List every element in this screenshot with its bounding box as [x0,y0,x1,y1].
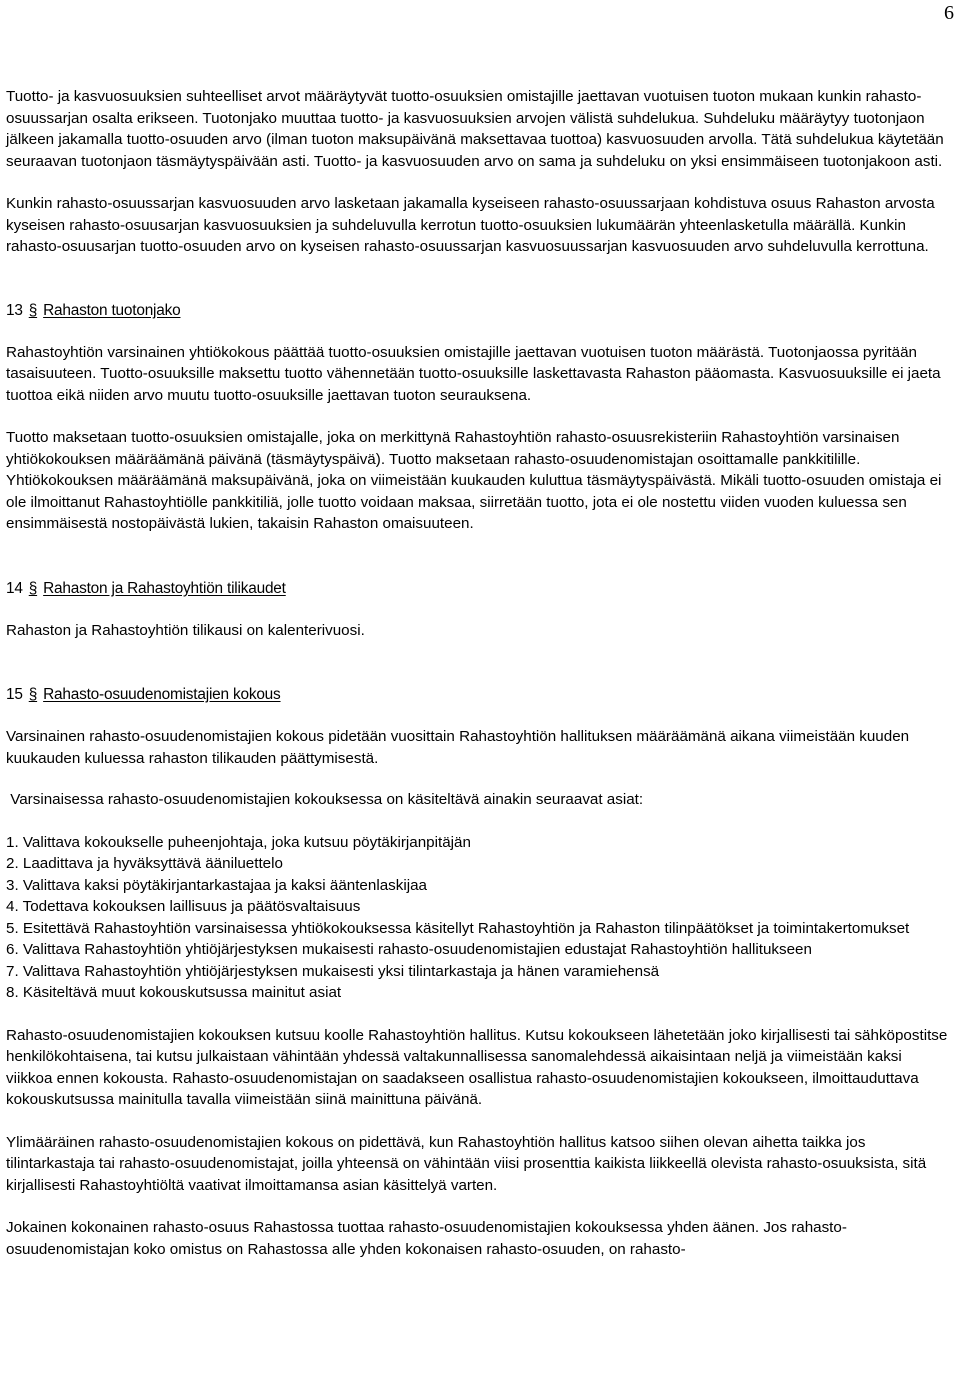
section-14-title: Rahaston ja Rahastoyhtiön tilikaudet [43,579,286,597]
section-15-heading [6,684,951,706]
section-14-number: 14 [6,579,23,597]
section-14-symbol: § [28,579,38,597]
section-14-paragraph-1: Rahaston ja Rahastoyhtiön tilikausi on kalenterivuosi. [6,621,365,639]
intro-paragraph-1: Tuotto- ja kasvuosuuksien suhteelliset arvot määräytyvät tuotto-osuuksien omistajille jaettavan vuotuisen tuoton mukaan kunkin rahasto-osuussarjan osalta erikseen. Tuotonjako muuttaa tuotto- ja kasvuosuuksien arvojen välistä suhdelukua. Suhdeluku määräytyy tuotonjaon jälkeen jakamalla tuotto-osuuden arvo (ilman tuoton maksupäivänä maksettavaa tuottoa) kasvuosuuden arvolla. Tätä suhdelukua käytetään seuraavan tuotonjaon täsmäytyspäivään asti. Tuotto- ja kasvuosuuden arvo on sama ja suhdeluku on yksi ensimmäiseen tuotonjakoon asti. [6,88,944,170]
list-item: 7. Valittava Rahastoyhtiön yhtiöjärjestyksen mukaisesti yksi tilintarkastaja ja hänen varamiehensä [6,962,660,980]
intro-paragraph-2: Kunkin rahasto-osuussarjan kasvuosuuden arvo lasketaan jakamalla kyseiseen rahasto-osuussarjaan kohdistuva osuus Rahaston arvosta kyseisen rahasto-osuusarjan kasvuosuuksien ja suhdeluvulla kerrotun tuotto-osuuksien lukumäärän yhteenlasketulla määrällä. Kunkin rahasto-osuusarjan tuotto-osuuden arvo on kyseisen rahasto-osuussarjan kasvuosuussarjan kasvuosuuden arvo suhdeluvulla kerrottuna. [6,195,935,255]
section-15-paragraph-5: Jokainen kokonainen rahasto-osuus Rahastossa tuottaa rahasto-osuudenomistajien kokouksessa yhden äänen. Jos rahasto-osuudenomistajan koko omistus on Rahastossa alle yhden kokonaisen rahasto-osuuden, on rahasto- [6,1219,847,1258]
section-13-symbol: § [28,301,38,319]
list-item: 5. Esitettävä Rahastoyhtiön varsinaisessa yhtiökokouksessa käsitellyt Rahastoyhtiön ja Rahaston tilinpäätökset ja toimintakertomukset [6,919,910,937]
list-item: 1. Valittava kokoukselle puheenjohtaja, joka kutsuu pöytäkirjanpitäjän [6,833,471,851]
list-item: 4. Todettava kokouksen laillisuus ja päätösvaltaisuus [6,898,361,915]
section-15-number: 15 [6,686,23,703]
document-body [6,86,951,1260]
section-13-heading [6,300,951,322]
section-15-title: Rahasto-osuudenomistajien kokous [43,686,281,703]
list-item: 8. Käsiteltävä muut kokouskutsussa mainitut asiat [6,984,342,1001]
section-13-number: 13 [6,301,23,319]
section-15-paragraph-3: Rahasto-osuudenomistajien kokouksen kutsuu koolle Rahastoyhtiön hallitus. Kutsu kokoukseen lähetetään joko kirjallisesti tai sähköpostitse henkilökohtaisena, tai kutsu julkaistaan vähintään yhdessä valtakunnallisessa sanomalehdessä aikaisintaan neljä ja viimeistään kaksi viikkoa ennen kokousta. Rahasto-osuudenomistajan on saadakseen osallistua rahasto-osuudenomistajien kokoukseen, ilmoittauduttava kokouskutsussa mainitulla tavalla viimeistään siinä mainittuna päivänä. [6,1026,948,1108]
list-item: 3. Valittava kaksi pöytäkirjantarkastajaa ja kaksi ääntenlaskijaa [6,876,427,894]
section-13-paragraph-2: Tuotto maksetaan tuotto-osuuksien omistajalle, joka on merkittynä Rahastoyhtiön rahasto-osuusrekisteriin Rahastoyhtiön varsinaisen yhtiökokouksen määräämänä päivänä (täsmäytyspäivä). Tuotto maksetaan rahasto-osuudenomistajan osoittamalle pankkitilille. Yhtiökokouksen määräämänä maksupäivänä, joka on viimeistään kuukauden kuluttua täsmäytyspäivästä. Mikäli tuotto-osuuden omistaja ei ole ilmoittanut Rahastoyhtiölle pankkitiliä, jolle tuotto voidaan maksaa, siirretään tuotto, jota ei ole nostettu viiden vuoden kuluessa sen ensimmäisestä nostopäivästä lukien, takaisin Rahaston omaisuuteen. [6,429,942,532]
page-number: 6 [944,2,954,24]
list-item: 2. Laadittava ja hyväksyttävä ääniluettelo [6,855,283,872]
section-13-title: Rahaston tuotonjako [43,301,181,319]
section-15-paragraph-2: Varsinaisessa rahasto-osuudenomistajien kokouksessa on käsiteltävä ainakin seuraavat asiat: [6,791,644,808]
section-15-symbol: § [28,686,38,703]
list-item: 6. Valittava Rahastoyhtiön yhtiöjärjestyksen mukaisesti rahasto-osuudenomistajien edustajat Rahastoyhtiön hallitukseen [6,941,812,958]
section-15-paragraph-1: Varsinainen rahasto-osuudenomistajien kokous pidetään vuosittain Rahastoyhtiön hallituksen määräämänä aikana viimeistään kuuden kuukauden kuluessa rahaston tilikauden päättymisestä. [6,728,910,767]
section-14-heading [6,578,951,600]
section-13-paragraph-1: Rahastoyhtiön varsinainen yhtiökokous päättää tuotto-osuuksien omistajille jaettavan vuotuisen tuoton määrästä. Tuotonjaossa pyritään tasaisuuteen. Tuotto-osuuksille maksettu tuotto vähennetään tuotto-osuuksille laskettavasta Rahaston pääomasta. Kasvuosuuksille ei jaeta tuottoa eikä niiden arvo muutu tuotto-osuuksille jaettavan tuoton seurauksena. [6,343,941,404]
section-15-paragraph-4: Ylimääräinen rahasto-osuudenomistajien kokous on pidettävä, kun Rahastoyhtiön hallitus katsoo siihen olevan aihetta taikka jos tilintarkastaja tai rahasto-osuudenomistajat, joilla yhteensä on vähintään viisi prosenttia kaikista liikkeellä olevista rahasto-osuuksista, sitä kirjallisesti Rahastoyhtiöltä vaativat ilmoittamansa asian käsittelyä varten. [6,1133,927,1194]
agenda-list [6,832,951,1004]
